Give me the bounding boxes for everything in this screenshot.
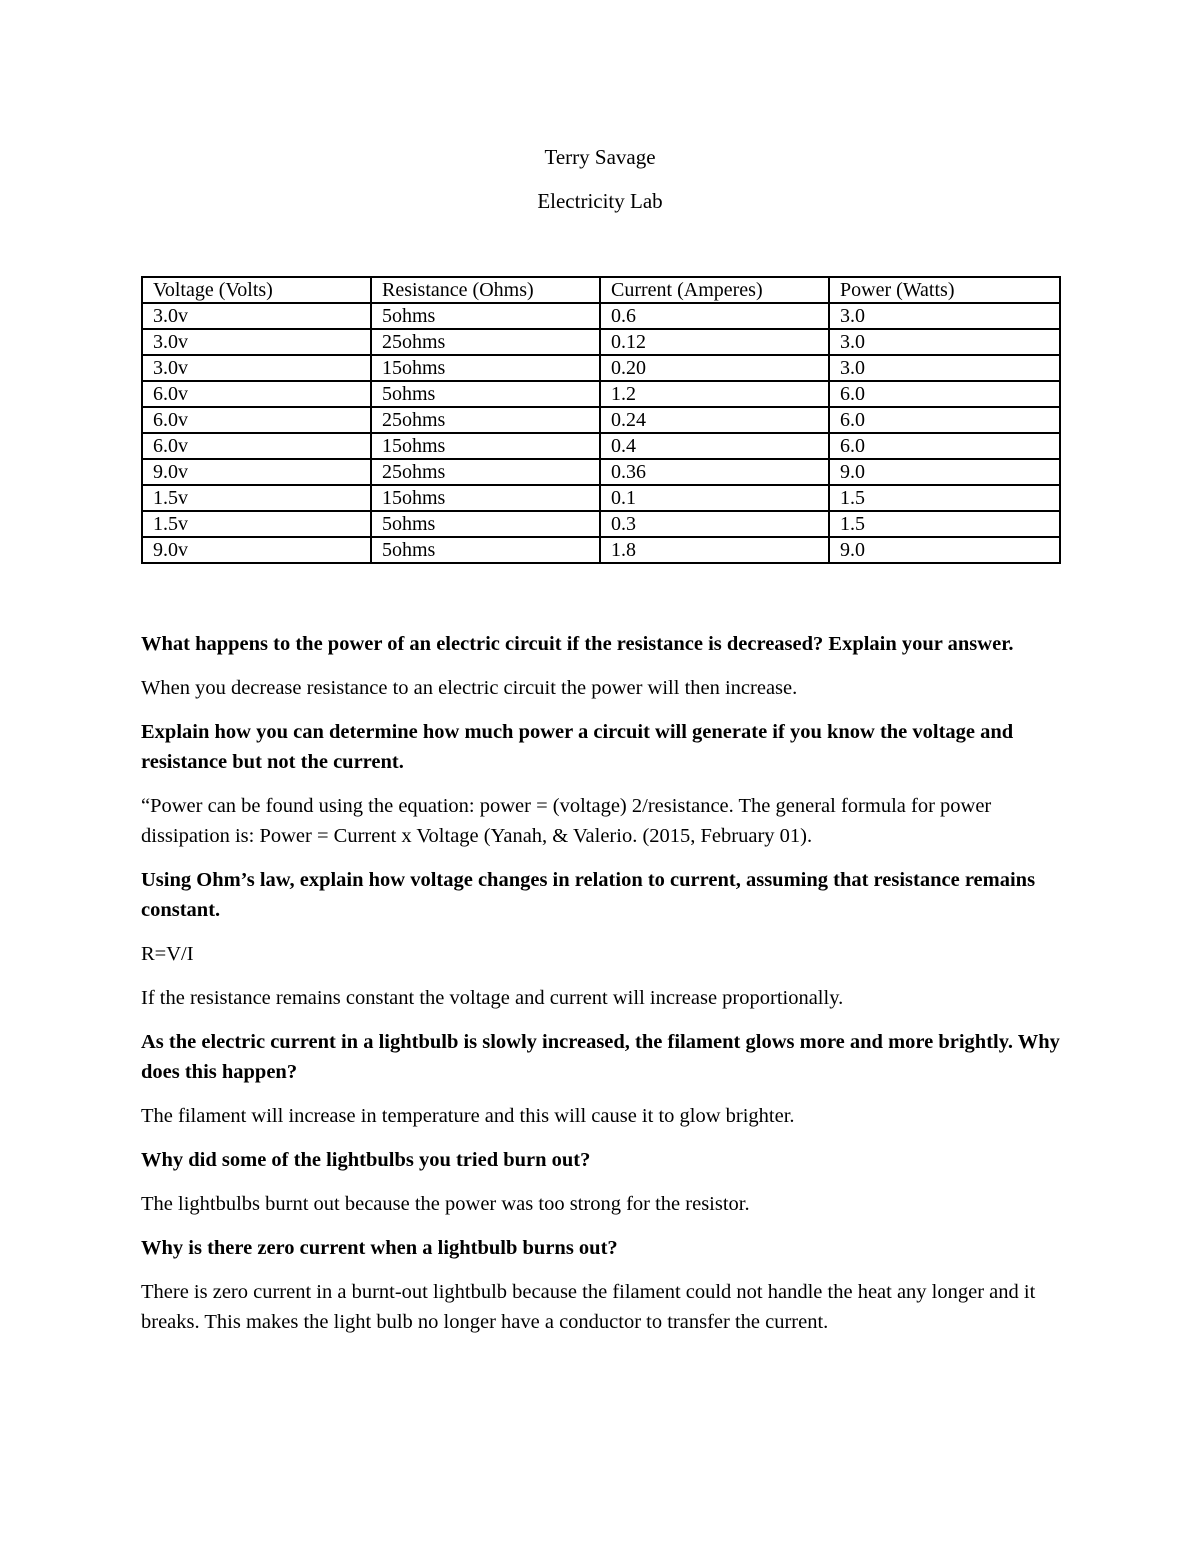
current-cell: 1.2	[600, 381, 829, 407]
question-6: Why is there zero current when a lightbulb burns out?	[141, 1237, 618, 1259]
resistance-cell: 15ohms	[371, 433, 600, 459]
question-2: Explain how you can determine how much power a circuit will generate if you know the voltage and resistance but not the current.	[141, 721, 1014, 773]
current-cell: 0.20	[600, 355, 829, 381]
question-4: As the electric current in a lightbulb is slowly increased, the filament glows more and more brightly. Why does this happen?	[141, 1031, 1060, 1083]
power-cell: 3.0	[829, 303, 1060, 329]
power-cell: 9.0	[829, 537, 1060, 563]
power-cell: 6.0	[829, 407, 1060, 433]
power-cell: 3.0	[829, 355, 1060, 381]
current-cell: 0.24	[600, 407, 829, 433]
question-answer-section	[141, 629, 1071, 1351]
power-cell: 9.0	[829, 459, 1060, 485]
voltage-cell: 6.0v	[142, 433, 371, 459]
question-5: Why did some of the lightbulbs you tried burn out?	[141, 1149, 591, 1171]
current-cell: 0.4	[600, 433, 829, 459]
power-cell: 3.0	[829, 329, 1060, 355]
voltage-cell: 3.0v	[142, 329, 371, 355]
header-resistance: Resistance (Ohms)	[371, 277, 600, 303]
table-row	[142, 459, 1060, 485]
table-row	[142, 433, 1060, 459]
voltage-cell: 3.0v	[142, 355, 371, 381]
question-3: Using Ohm’s law, explain how voltage changes in relation to current, assuming that resistance remains constant.	[141, 869, 1036, 921]
current-cell: 1.8	[600, 537, 829, 563]
answer-3-formula: R=V/I	[141, 943, 194, 965]
table-row	[142, 485, 1060, 511]
current-cell: 0.1	[600, 485, 829, 511]
answer-2: “Power can be found using the equation: power = (voltage) 2/resistance. The general formula for power dissipation is: Power = Current x Voltage (Yanah, & Valerio. (2015, February 01).	[141, 795, 992, 847]
current-cell: 0.36	[600, 459, 829, 485]
header-voltage: Voltage (Volts)	[142, 277, 371, 303]
resistance-cell: 25ohms	[371, 329, 600, 355]
answer-4: The filament will increase in temperature and this will cause it to glow brighter.	[141, 1105, 795, 1127]
voltage-cell: 1.5v	[142, 511, 371, 537]
resistance-cell: 5ohms	[371, 511, 600, 537]
resistance-cell: 25ohms	[371, 407, 600, 433]
voltage-cell: 6.0v	[142, 381, 371, 407]
power-cell: 1.5	[829, 511, 1060, 537]
current-cell: 0.12	[600, 329, 829, 355]
answer-5: The lightbulbs burnt out because the power was too strong for the resistor.	[141, 1193, 750, 1215]
answer-6: There is zero current in a burnt-out lightbulb because the filament could not handle the heat any longer and it breaks. This makes the light bulb no longer have a conductor to transfer the current.	[141, 1281, 1036, 1333]
voltage-cell: 3.0v	[142, 303, 371, 329]
voltage-cell: 9.0v	[142, 537, 371, 563]
voltage-cell: 9.0v	[142, 459, 371, 485]
current-cell: 0.6	[600, 303, 829, 329]
resistance-cell: 5ohms	[371, 303, 600, 329]
answer-3: If the resistance remains constant the voltage and current will increase proportionally.	[141, 987, 844, 1009]
answer-1: When you decrease resistance to an electric circuit the power will then increase.	[141, 677, 798, 699]
resistance-cell: 15ohms	[371, 355, 600, 381]
table-row	[142, 381, 1060, 407]
table-header-row	[142, 277, 1060, 303]
resistance-cell: 15ohms	[371, 485, 600, 511]
table-row	[142, 303, 1060, 329]
voltage-cell: 6.0v	[142, 407, 371, 433]
power-cell: 6.0	[829, 381, 1060, 407]
table-row	[142, 511, 1060, 537]
header-current: Current (Amperes)	[600, 277, 829, 303]
results-table	[141, 276, 1061, 564]
current-cell: 0.3	[600, 511, 829, 537]
table-row	[142, 407, 1060, 433]
resistance-cell: 25ohms	[371, 459, 600, 485]
author-name: Terry Savage	[544, 145, 656, 169]
header-power: Power (Watts)	[829, 277, 1060, 303]
power-cell: 6.0	[829, 433, 1060, 459]
document-title: Electricity Lab	[537, 189, 663, 213]
table-row	[142, 329, 1060, 355]
question-1: What happens to the power of an electric circuit if the resistance is decreased? Explain your answer.	[141, 633, 1014, 655]
voltage-cell: 1.5v	[142, 485, 371, 511]
power-cell: 1.5	[829, 485, 1060, 511]
resistance-cell: 5ohms	[371, 381, 600, 407]
table-row	[142, 537, 1060, 563]
resistance-cell: 5ohms	[371, 537, 600, 563]
table-row	[142, 355, 1060, 381]
